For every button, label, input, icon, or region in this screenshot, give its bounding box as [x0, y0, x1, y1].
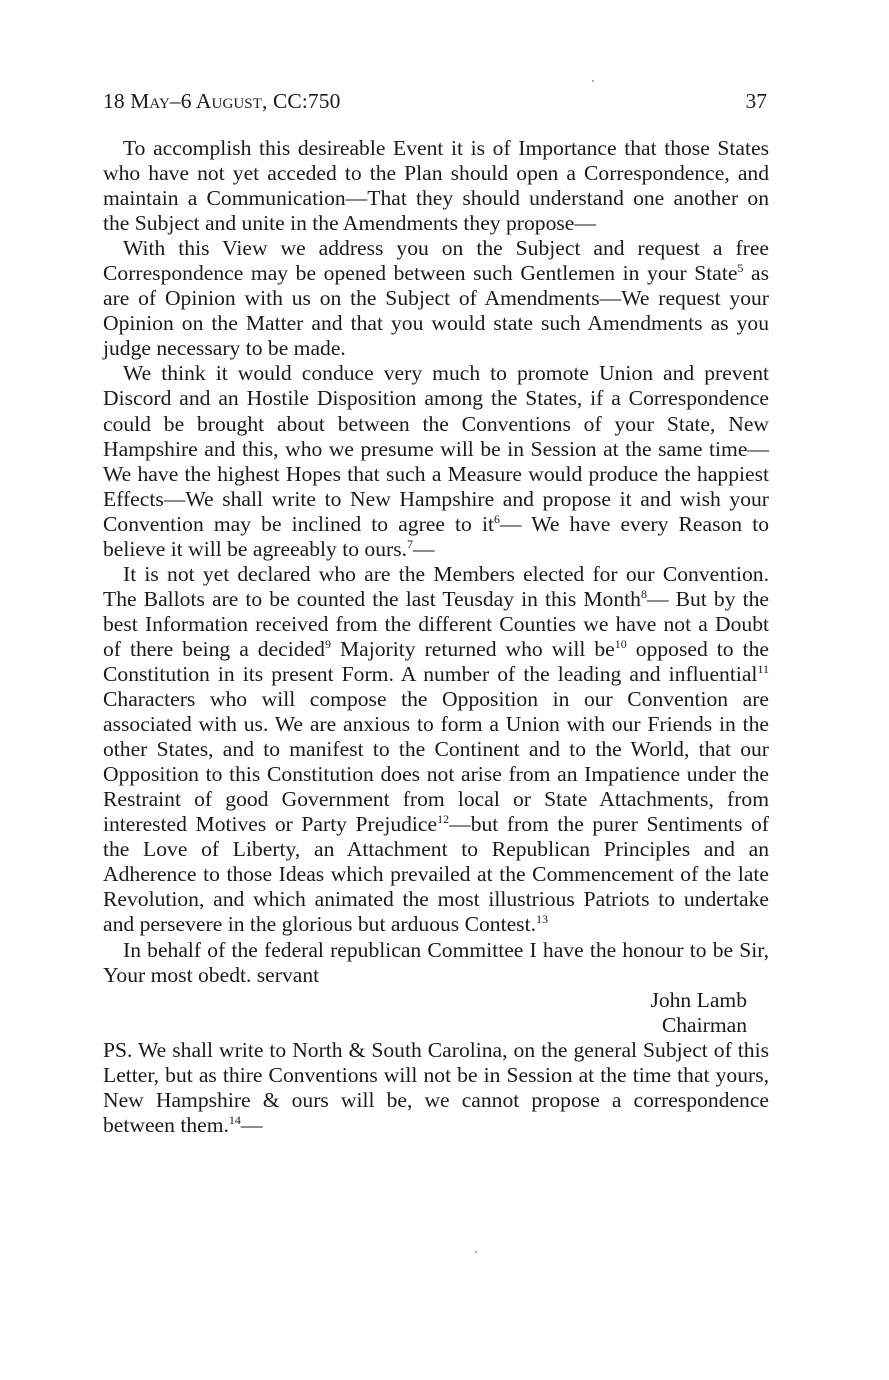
footnote-ref: 14	[228, 1112, 241, 1127]
footnote-ref: 10	[614, 636, 627, 651]
scan-speck	[475, 1251, 477, 1253]
scan-speck	[592, 80, 594, 82]
running-head-citation: 18 May–6 August, CC:750	[103, 89, 341, 113]
footnote-ref: 5	[737, 261, 744, 276]
footnote-ref: 8	[640, 586, 647, 601]
paragraph-5-closing: In behalf of the federal republican Committee I have the honour to be Sir, Your most obedt. servant	[103, 937, 769, 987]
signature-name: John Lamb	[650, 987, 747, 1012]
letter-body	[103, 136, 769, 1138]
signature-title: Chairman	[661, 1012, 747, 1037]
signature-block	[103, 988, 769, 1038]
paragraph-1: To accomplish this desireable Event it is of Importance that those States who have not yet acceded to the Plan should open a Correspondence, and maintain a Communication—That they should understand one another on the Subject and unite in the Amendments they propose—	[103, 136, 769, 236]
paragraph-2: With this View we address you on the Subject and request a free Correspondence may be opened between such Gentlemen in your State$^5$ as are of Opinion with us on the Subject of Amendments—We request your Opinion on the Matter and that you would state such Amendments as you judge necessary to be made.	[103, 236, 770, 361]
footnote-ref: 9	[324, 636, 331, 651]
footnote-ref: 7	[407, 536, 414, 551]
paragraph-3: We think it would conduce very much to promote Union and prevent Discord and an Hostile Disposition among the States, if a Correspondence could be brought about between the Conventions of your State, New Hampshire and this, who we presume will be in Session at the same time—We have the highest Hopes that such a Measure would produce the happiest Effects—We shall write to New Hampshire and propose it and wish your Convention may be inclined to agree to it$^6$— We have every Reason to believe it will be agreeably to ours.$^7$—	[103, 361, 769, 561]
running-head	[103, 86, 769, 116]
footnote-ref: 13	[535, 912, 548, 927]
paragraph-4: It is not yet declared who are the Members elected for our Convention. The Ballots are to be counted the last Teusday in this Month$^8$— But by the best Information received from the different Counties we have not a Doubt of there being a decided$^9$ Majority returned who will be$^{10}$ opposed to the Constitution in its present Form. A number of the leading and influential$^{11}$ Characters who will compose the Opposition in our Convention are associated with us. We are anxious to form a Union with our Friends in the other States, and to manifest to the Continent and to the World, that our Opposition to this Constitution does not arise from an Impatience under the Restraint of good Government from local or State Attachments, from interested Motives or Party Prejudice$^{12}$—but from the purer Sentiments of the Love of Liberty, an Attachment to Republican Principles and an Adherence to those Ideas which prevailed at the Commencement of the late Revolution, and which animated the most illustrious Patriots to undertake and persevere in the glorious but arduous Contest.$^{13}$	[103, 561, 769, 937]
page-number: 37	[745, 89, 767, 113]
postscript: PS. We shall write to North & South Carolina, on the general Subject of this Letter, but as thire Conventions will not be in Session at the time that yours, New Hampshire & ours will be, we cannot propose a correspondence between them.$^{14}$—	[103, 1037, 769, 1137]
footnote-ref: 6	[493, 511, 500, 526]
footnote-ref: 12	[437, 812, 450, 827]
footnote-ref: 11	[757, 661, 769, 676]
